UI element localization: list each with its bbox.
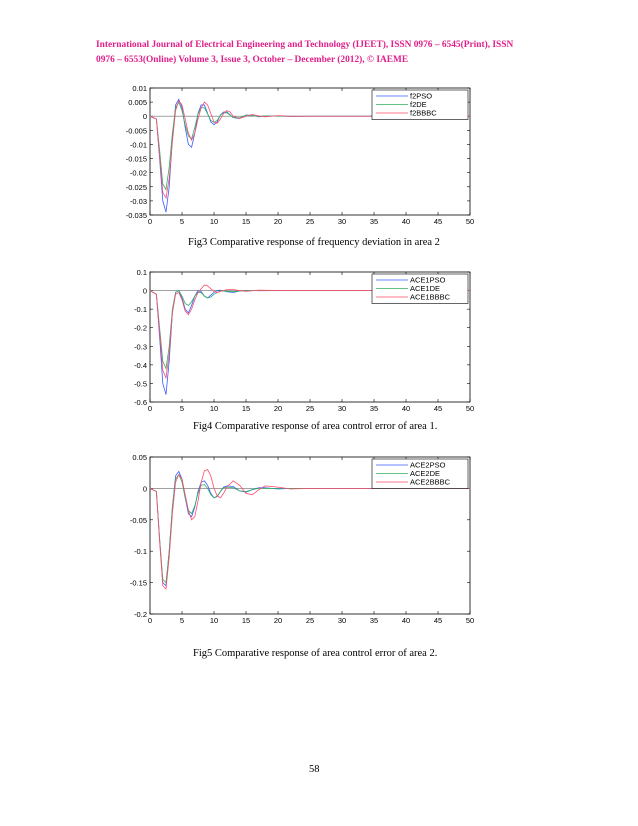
x-tick-label: 25 xyxy=(305,616,315,625)
x-tick-label: 25 xyxy=(305,217,315,226)
x-tick-label: 10 xyxy=(209,217,219,226)
y-tick-label: -0.035 xyxy=(125,211,147,220)
x-tick-label: 0 xyxy=(147,217,153,226)
legend-label: f2BBBC xyxy=(410,108,437,118)
y-tick-label: -0.01 xyxy=(129,140,147,150)
x-tick-label: 5 xyxy=(179,404,185,413)
legend-label: ACE2DE xyxy=(410,469,441,478)
y-tick-label: -0.1 xyxy=(134,305,147,315)
x-tick-label: 25 xyxy=(305,404,315,413)
y-tick-label: -0.005 xyxy=(125,126,147,136)
x-tick-label: 30 xyxy=(337,217,347,226)
y-tick-label: -0.4 xyxy=(134,360,147,370)
journal-header-line-2: 0976 – 6553(Online) Volume 3, Issue 3, October – December (2012), © IAEME xyxy=(96,55,409,65)
x-tick-label: 35 xyxy=(369,217,379,226)
y-tick-label: 0.01 xyxy=(132,84,147,93)
legend-label: ACE1BBBC xyxy=(410,292,451,302)
legend-label: ACE2BBBC xyxy=(410,477,451,487)
x-tick-label: 10 xyxy=(209,404,219,413)
y-tick-label: -0.05 xyxy=(129,515,147,525)
y-tick-label: -0.2 xyxy=(134,610,147,619)
x-tick-label: 50 xyxy=(465,404,475,413)
x-tick-label: 5 xyxy=(179,616,185,625)
figure-3-chart xyxy=(100,84,490,234)
y-tick-label: -0.15 xyxy=(129,578,147,588)
journal-header xyxy=(96,38,546,68)
x-tick-label: 45 xyxy=(433,404,443,413)
figure-5-chart xyxy=(100,453,490,625)
legend-label: ACE1DE xyxy=(410,284,441,293)
x-tick-label: 5 xyxy=(179,217,185,226)
journal-header-line-1: International Journal of Electrical Engineering and Technology (IJEET), ISSN 0976 – 6545(Print), ISSN xyxy=(96,40,514,50)
x-tick-label: 20 xyxy=(273,404,283,413)
x-tick-label: 0 xyxy=(147,616,153,625)
x-tick-label: 15 xyxy=(241,404,251,413)
y-tick-label: -0.025 xyxy=(125,182,147,192)
y-tick-label: -0.2 xyxy=(134,323,147,333)
legend-label: ACE2PSO xyxy=(410,460,446,470)
figure-4-caption: Fig4 Comparative response of area control error of area 1. xyxy=(193,421,438,432)
figure-3-plot xyxy=(100,84,490,234)
series-line-ACE1PSO xyxy=(150,290,470,394)
figure-4-plot xyxy=(100,266,490,416)
x-tick-label: 30 xyxy=(337,404,347,413)
x-tick-label: 40 xyxy=(401,616,411,625)
figure-4-chart xyxy=(100,266,490,416)
x-tick-label: 50 xyxy=(465,616,475,625)
x-tick-label: 15 xyxy=(241,217,251,226)
figure-3-caption: Fig3 Comparative response of frequency deviation in area 2 xyxy=(188,237,440,248)
legend-label: f2DE xyxy=(410,100,427,109)
x-tick-label: 35 xyxy=(369,404,379,413)
x-tick-label: 35 xyxy=(369,616,379,625)
figure-5-plot xyxy=(100,453,490,628)
x-tick-label: 45 xyxy=(433,616,443,625)
y-tick-label: -0.3 xyxy=(134,342,147,352)
x-tick-label: 20 xyxy=(273,616,283,625)
x-tick-label: 30 xyxy=(337,616,347,625)
x-tick-label: 40 xyxy=(401,217,411,226)
x-tick-label: 0 xyxy=(147,404,153,413)
x-tick-label: 20 xyxy=(273,217,283,226)
y-tick-label: -0.6 xyxy=(134,398,147,407)
legend-label: ACE1PSO xyxy=(410,275,446,285)
page-number: 58 xyxy=(309,764,320,775)
x-tick-label: 10 xyxy=(209,616,219,625)
y-tick-label: 0 xyxy=(142,484,147,494)
y-tick-label: 0.05 xyxy=(132,453,147,462)
y-tick-label: 0.1 xyxy=(136,268,147,277)
y-tick-label: -0.03 xyxy=(129,196,147,206)
x-tick-label: 15 xyxy=(241,616,251,625)
x-tick-label: 45 xyxy=(433,217,443,226)
y-tick-label: -0.02 xyxy=(129,168,147,178)
x-tick-label: 40 xyxy=(401,404,411,413)
legend-label: f2PSO xyxy=(410,91,433,101)
y-tick-label: -0.5 xyxy=(134,379,147,389)
y-tick-label: -0.015 xyxy=(125,154,147,164)
y-tick-label: 0 xyxy=(142,286,147,296)
y-tick-label: 0.005 xyxy=(128,98,147,108)
y-tick-label: 0 xyxy=(142,112,147,122)
x-tick-label: 50 xyxy=(465,217,475,226)
y-tick-label: -0.1 xyxy=(134,547,147,557)
figure-5-caption: Fig5 Comparative response of area control error of area 2. xyxy=(193,648,438,659)
